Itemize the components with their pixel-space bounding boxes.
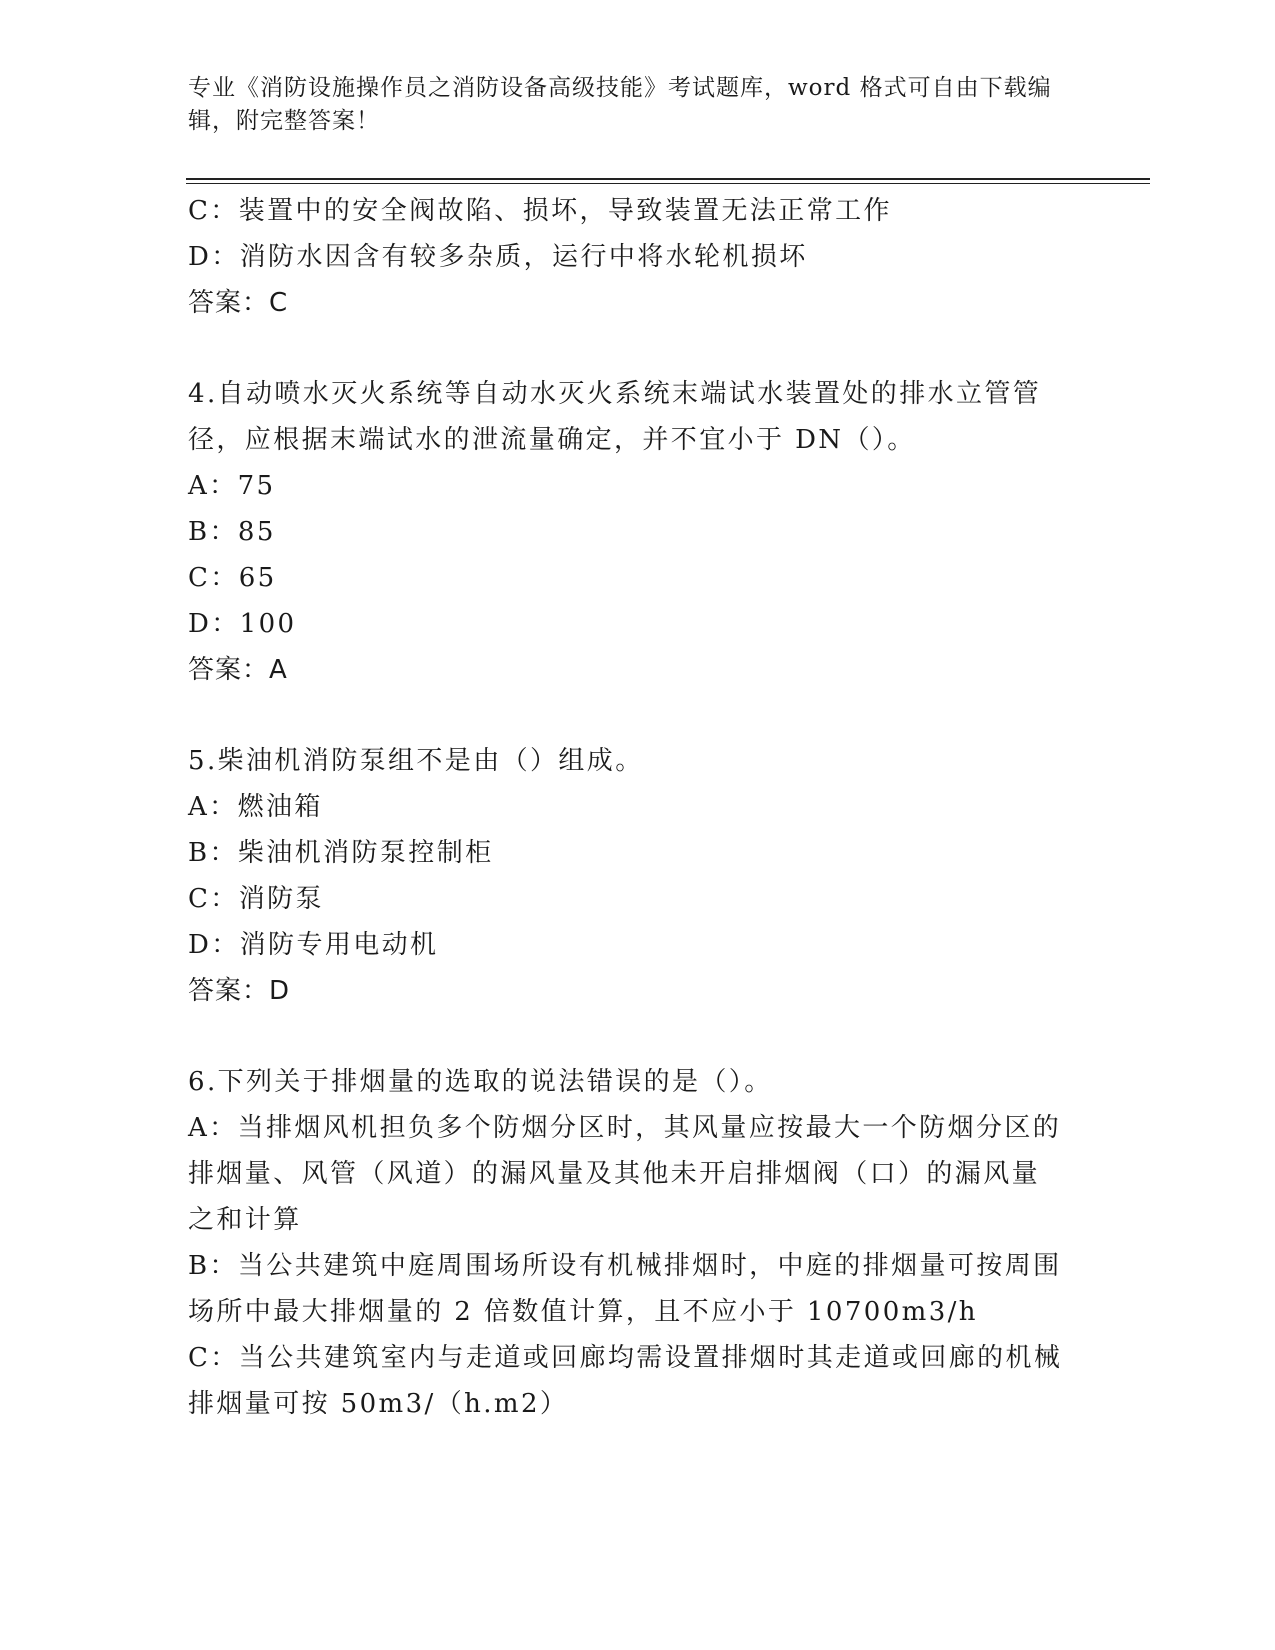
q5-answer: 答案：D [188, 976, 291, 1006]
header-divider-thin [186, 183, 1150, 184]
q6-option-a-line-2: 排烟量、风管（风道）的漏风量及其他未开启排烟阀（口）的漏风量 [188, 1159, 1041, 1189]
spacer [188, 1014, 1088, 1059]
q5-option-a: A：燃油箱 [188, 792, 323, 822]
q4-option-c: C：65 [188, 563, 277, 593]
q4-option-d: D：100 [188, 609, 297, 639]
q6-option-b-line-2: 场所中最大排烟量的 2 倍数值计算，且不应小于 10700m3/h [188, 1297, 978, 1327]
q6-stem: 6.下列关于排烟量的选取的说法错误的是（）。 [188, 1067, 773, 1097]
q5-option-c: C：消防泵 [188, 884, 324, 914]
q6-option-b-line-1: B：当公共建筑中庭周围场所设有机械排烟时，中庭的排烟量可按周围 [188, 1251, 1062, 1281]
q4-stem-line-2: 径，应根据末端试水的泄流量确定，并不宜小于 DN（）。 [188, 425, 916, 455]
question-content [188, 188, 1088, 1427]
document-header [188, 72, 1068, 138]
header-line-2: 辑，附完整答案！ [188, 108, 380, 134]
spacer [188, 693, 1088, 738]
q6-option-c-line-1: C：当公共建筑室内与走道或回廊均需设置排烟时其走道或回廊的机械 [188, 1343, 1063, 1373]
q3-option-d: D：消防水因含有较多杂质，运行中将水轮机损坏 [188, 242, 808, 272]
q4-option-b: B：85 [188, 517, 276, 547]
q6-option-a-line-3: 之和计算 [188, 1205, 302, 1235]
q3-option-c: C：装置中的安全阀故陷、损坏，导致装置无法正常工作 [188, 196, 892, 226]
q4-option-a: A：75 [188, 471, 276, 501]
q3-answer: 答案：C [188, 288, 289, 318]
q6-option-c-line-2: 排烟量可按 50m3/（h.m2） [188, 1389, 569, 1419]
q5-option-d: D：消防专用电动机 [188, 930, 439, 960]
header-divider-thick [186, 178, 1150, 180]
q6-option-a-line-1: A：当排烟风机担负多个防烟分区时，其风量应按最大一个防烟分区的 [188, 1113, 1062, 1143]
q4-stem-line-1: 4.自动喷水灭火系统等自动水灭火系统末端试水装置处的排水立管管 [188, 379, 1042, 409]
q5-option-b: B：柴油机消防泵控制柜 [188, 838, 494, 868]
q4-answer: 答案：A [188, 655, 288, 685]
header-line-1: 专业《消防设施操作员之消防设备高级技能》考试题库，word 格式可自由下载编 [188, 75, 1052, 101]
spacer [188, 326, 1088, 371]
q5-stem: 5.柴油机消防泵组不是由（）组成。 [188, 746, 644, 776]
